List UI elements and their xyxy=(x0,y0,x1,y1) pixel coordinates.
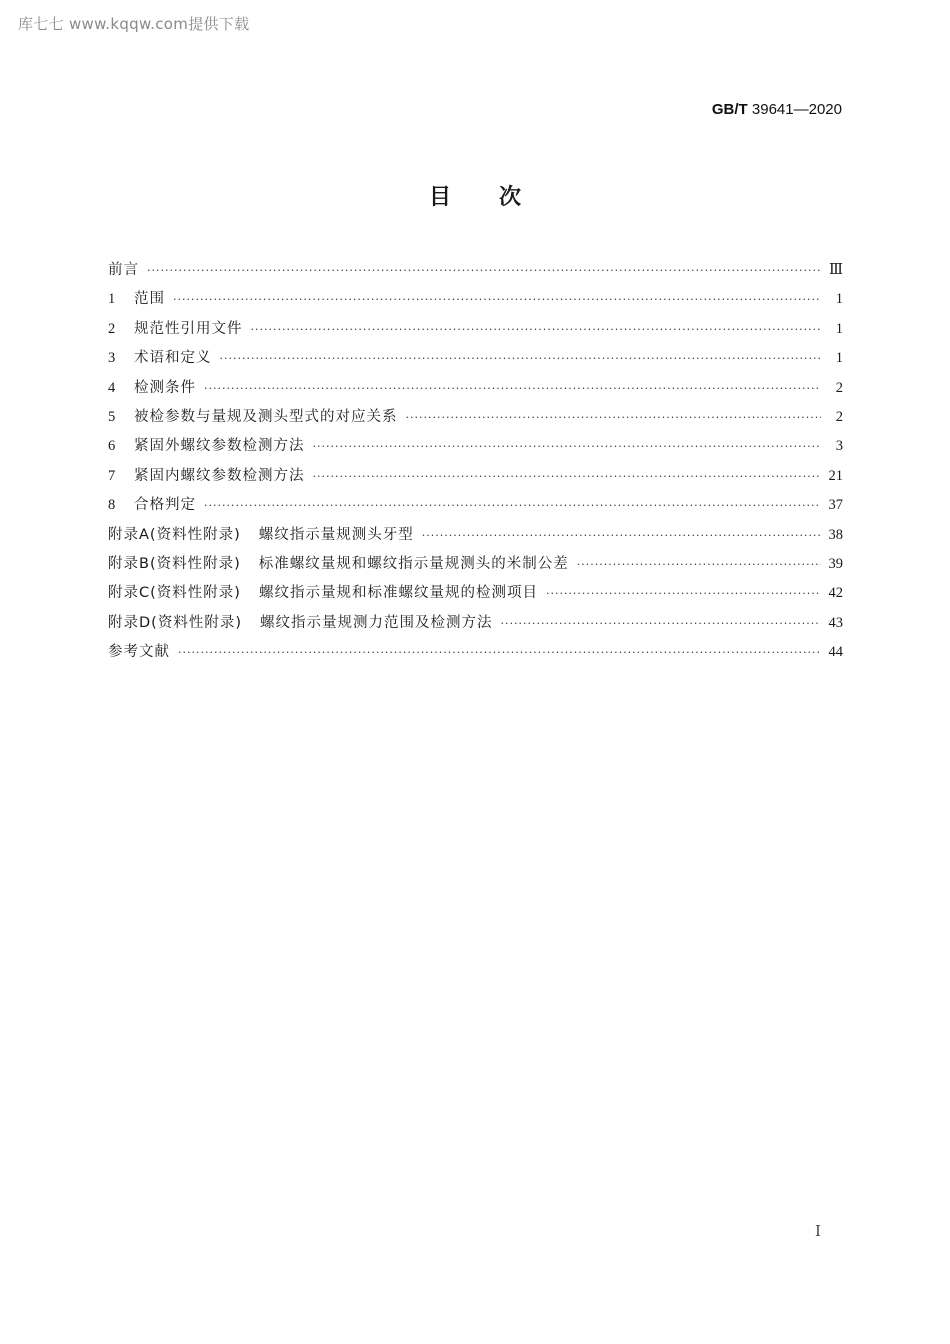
toc-entry-title: 规范性引用文件 xyxy=(134,320,243,337)
table-of-contents xyxy=(108,258,843,669)
toc-entry-appendix-d[interactable] xyxy=(108,611,843,640)
toc-leader-dots xyxy=(577,558,821,571)
toc-entry-title: 螺纹指示量规测力范围及检测方法 xyxy=(259,614,493,631)
toc-page-number: 3 xyxy=(835,438,843,455)
toc-leader-dots xyxy=(546,587,821,600)
toc-page-number: 2 xyxy=(835,379,843,396)
toc-entry-appendix-b[interactable] xyxy=(108,552,843,581)
toc-appendix-label: 附录B(资料性附录) xyxy=(108,555,241,572)
toc-entry-1[interactable] xyxy=(108,287,843,316)
toc-entry-3[interactable] xyxy=(108,346,843,375)
toc-appendix-label: 附录D(资料性附录) xyxy=(108,614,242,631)
toc-leader-dots xyxy=(313,440,822,453)
toc-leader-dots xyxy=(204,499,821,512)
toc-entry-number: 5 xyxy=(108,408,116,425)
toc-leader-dots xyxy=(422,529,821,542)
toc-page-number: 37 xyxy=(828,497,843,514)
toc-appendix-label: 附录A(资料性附录) xyxy=(108,526,241,543)
toc-leader-dots xyxy=(173,293,821,306)
toc-entry-appendix-c[interactable] xyxy=(108,581,843,610)
toc-page-number: 44 xyxy=(828,644,843,661)
toc-leader-dots xyxy=(178,646,821,659)
toc-appendix-label: 附录C(资料性附录) xyxy=(108,585,241,602)
toc-entry-5[interactable] xyxy=(108,405,843,434)
toc-page-number: 42 xyxy=(828,585,843,602)
toc-leader-dots xyxy=(406,411,822,424)
watermark-text: 库七七 www.kqqw.com提供下载 xyxy=(18,15,250,33)
toc-page-number: 1 xyxy=(835,320,843,337)
toc-leader-dots xyxy=(204,382,821,395)
toc-entry-number: 2 xyxy=(108,320,116,337)
toc-page-number: 1 xyxy=(835,291,843,308)
toc-entry-title: 前言 xyxy=(108,262,139,278)
toc-entry-foreword[interactable] xyxy=(108,258,843,287)
toc-entry-2[interactable] xyxy=(108,317,843,346)
toc-entry-4[interactable] xyxy=(108,376,843,405)
toc-entry-appendix-a[interactable] xyxy=(108,523,843,552)
toc-entry-title: 范围 xyxy=(134,291,165,308)
toc-entry-title: 紧固内螺纹参数检测方法 xyxy=(134,467,305,484)
toc-entry-number: 6 xyxy=(108,438,116,455)
toc-entry-title: 螺纹指示量规和标准螺纹量规的检测项目 xyxy=(258,585,538,602)
toc-entry-number: 3 xyxy=(108,350,116,367)
toc-entry-6[interactable] xyxy=(108,434,843,463)
toc-page-number: 43 xyxy=(828,614,843,631)
toc-leader-dots xyxy=(313,470,822,483)
toc-leader-dots xyxy=(500,617,821,630)
toc-entry-title: 被检参数与量规及测头型式的对应关系 xyxy=(134,408,398,425)
toc-leader-dots xyxy=(251,323,822,336)
toc-entry-title: 紧固外螺纹参数检测方法 xyxy=(134,438,305,455)
toc-entry-number: 4 xyxy=(108,379,116,396)
toc-page-number: 21 xyxy=(828,467,843,484)
toc-page-number: 39 xyxy=(828,555,843,572)
toc-page-number: 2 xyxy=(835,408,843,425)
toc-entry-number: 7 xyxy=(108,467,116,484)
toc-entry-8[interactable] xyxy=(108,493,843,522)
toc-entry-title: 参考文献 xyxy=(108,644,170,661)
standard-number: 39641—2020 xyxy=(751,101,842,118)
toc-page-number: 38 xyxy=(828,526,843,543)
toc-entry-title: 术语和定义 xyxy=(134,350,212,367)
toc-entry-7[interactable] xyxy=(108,464,843,493)
toc-entry-number: 8 xyxy=(108,497,116,514)
toc-entry-references[interactable] xyxy=(108,640,843,669)
toc-entry-title: 标准螺纹量规和螺纹指示量规测头的米制公差 xyxy=(258,555,569,572)
toc-leader-dots xyxy=(220,352,822,365)
toc-entry-title: 螺纹指示量规测头牙型 xyxy=(258,526,414,543)
page-title: 目次 xyxy=(428,185,569,210)
toc-page-number: 1 xyxy=(835,350,843,367)
toc-leader-dots xyxy=(147,264,821,277)
standard-prefix: GB/T xyxy=(711,101,748,118)
toc-entry-number: 1 xyxy=(108,291,116,308)
toc-entry-title: 检测条件 xyxy=(134,379,196,396)
page-number: Ⅰ xyxy=(815,1224,821,1240)
toc-page-number: Ⅲ xyxy=(829,262,843,278)
standard-code xyxy=(712,101,842,118)
toc-entry-title: 合格判定 xyxy=(134,497,196,514)
